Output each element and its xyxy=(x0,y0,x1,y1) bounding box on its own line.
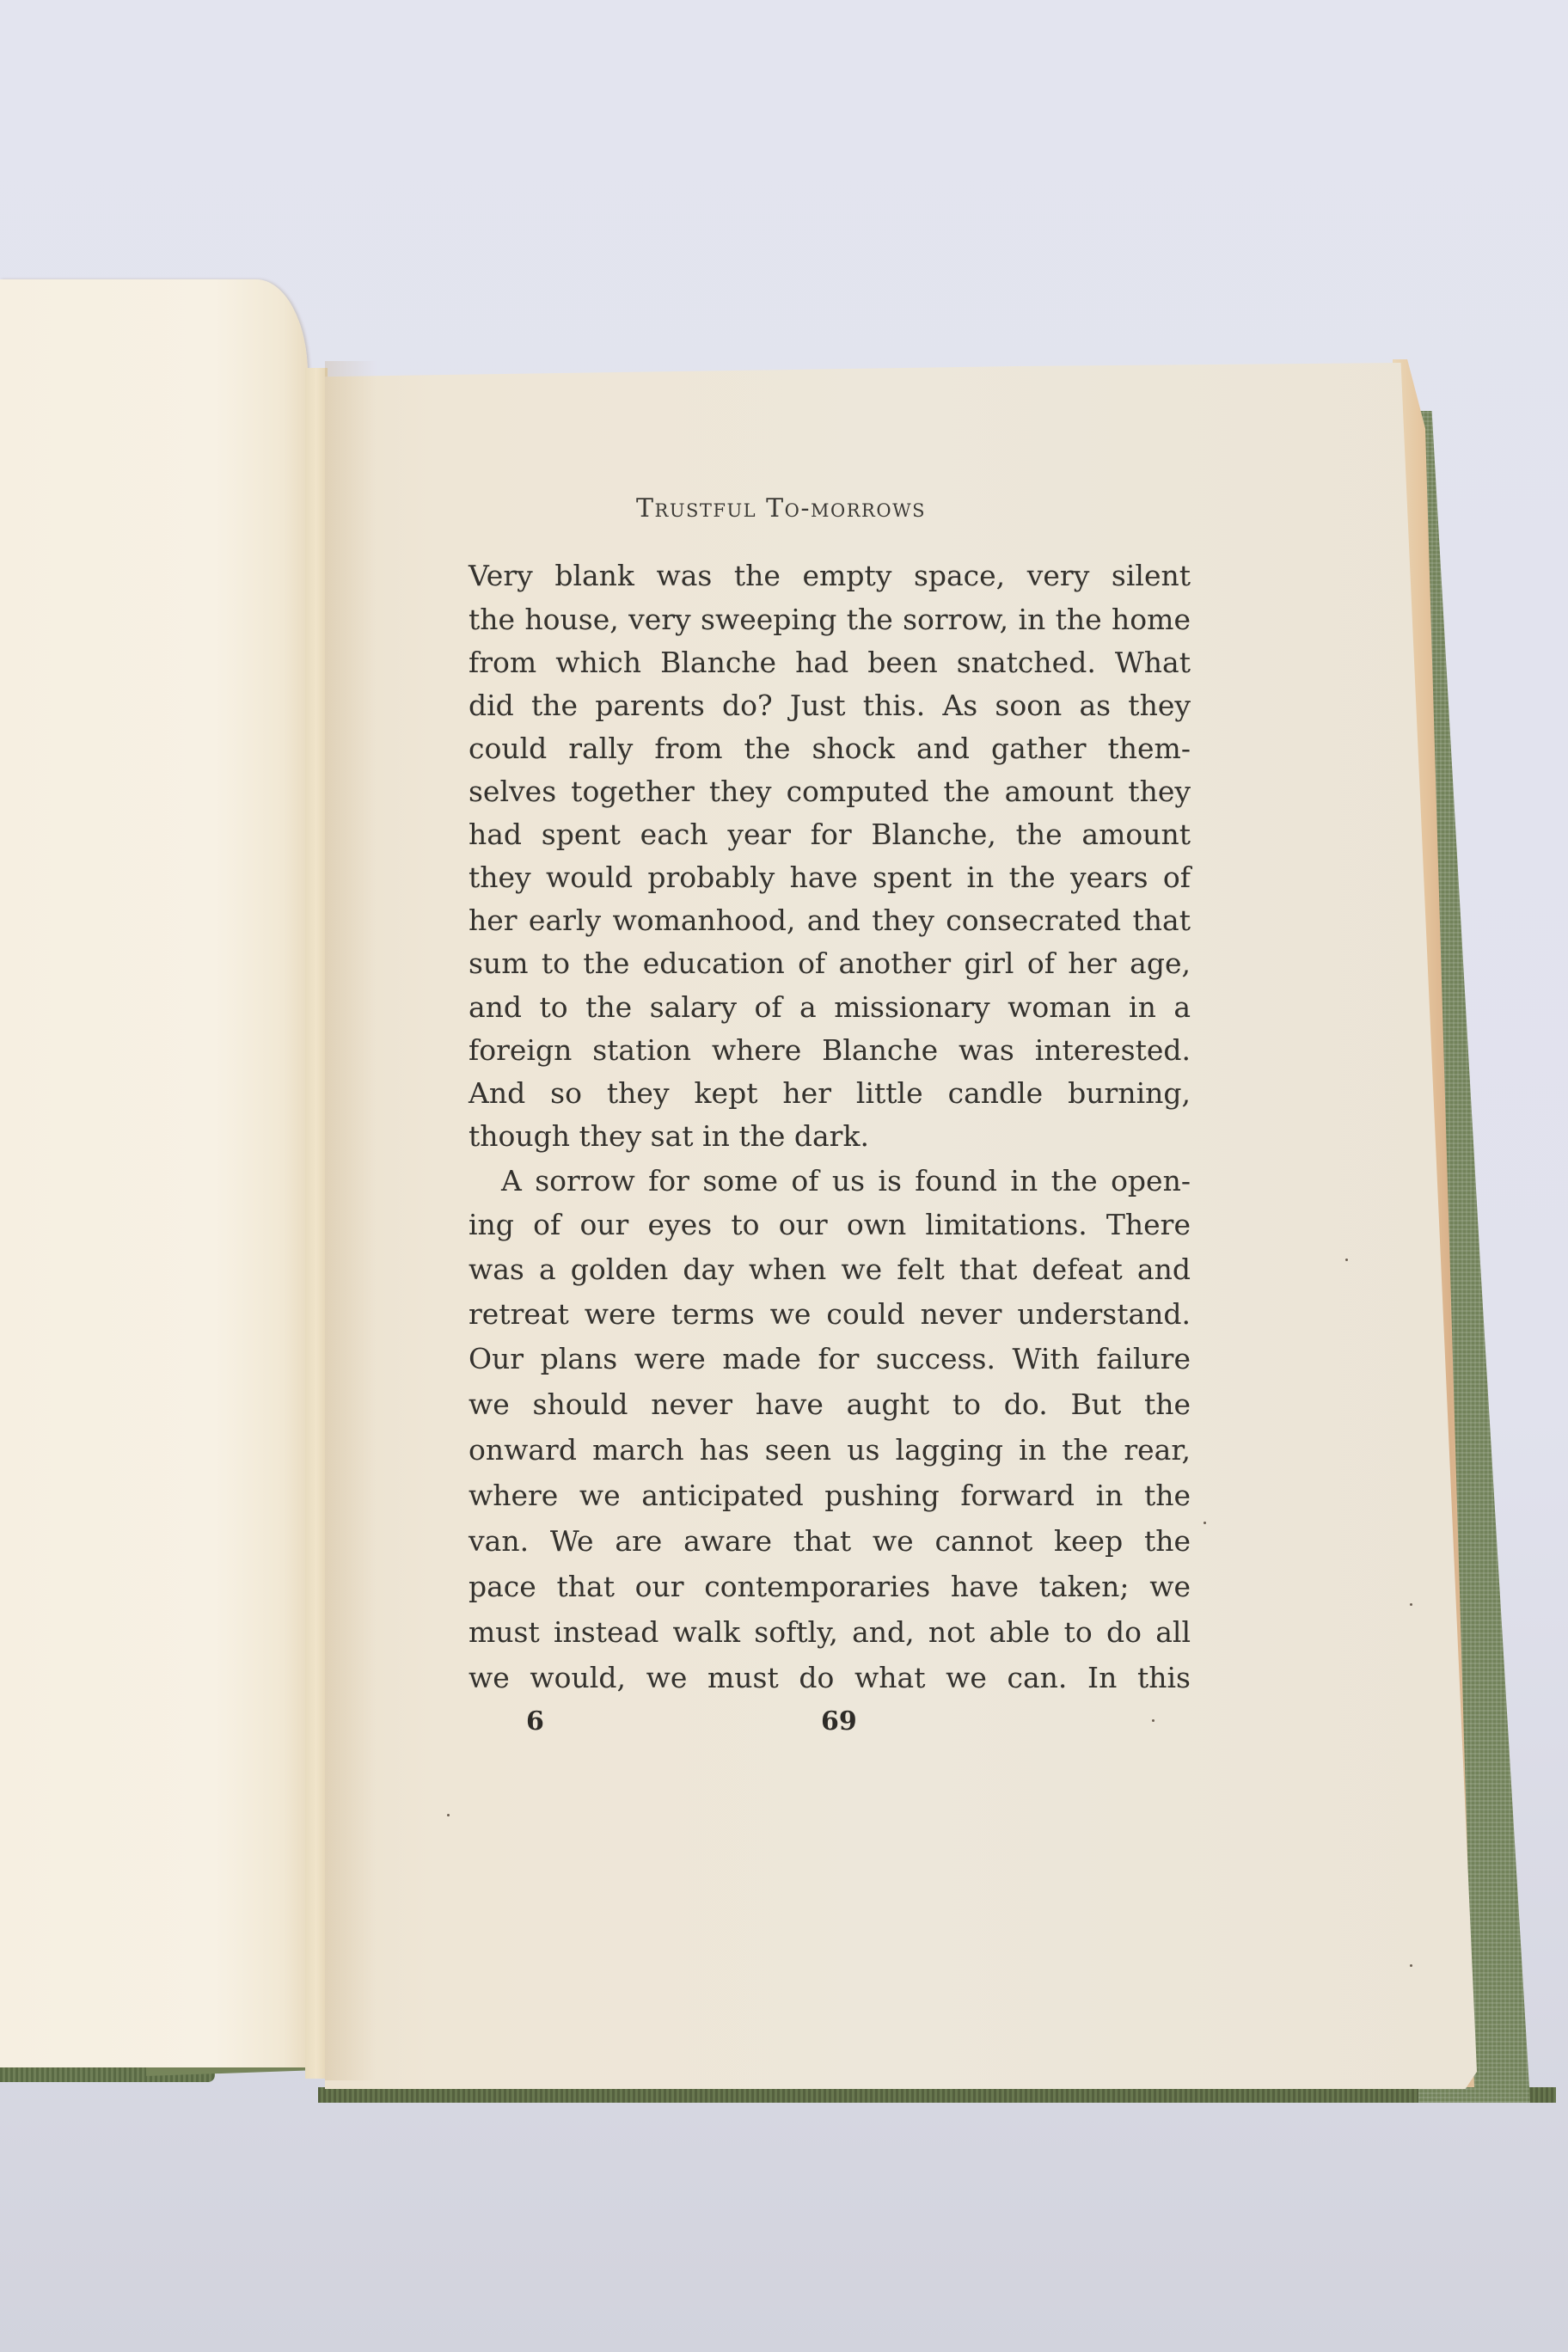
text-line: pace that our contemporaries have taken; we xyxy=(469,1570,1191,1603)
text-line: could rally from the shock and gather them- xyxy=(469,732,1191,765)
running-head: Trustful To-morrows xyxy=(636,493,927,524)
text-line: her early womanhood, and they consecrated that xyxy=(469,903,1191,937)
text-line: van. We are aware that we cannot keep the xyxy=(469,1524,1191,1558)
left-page-blank xyxy=(0,279,308,2067)
text-line-paragraph-end: though they sat in the dark. xyxy=(469,1119,869,1153)
text-line: selves together they computed the amount they xyxy=(469,775,1191,808)
text-line: was a golden day when we felt that defeat and xyxy=(469,1253,1191,1286)
text-line: ing of our eyes to our own limitations. There xyxy=(469,1208,1191,1241)
text-line: foreign station where Blanche was interested. xyxy=(469,1033,1191,1067)
text-line: from which Blanche had been snatched. What xyxy=(469,646,1191,679)
text-line: must instead walk softly, and, not able to do all xyxy=(469,1615,1191,1649)
paper-speck xyxy=(1410,1603,1412,1606)
text-line: we would, we must do what we can. In this xyxy=(469,1661,1191,1694)
text-line: Our plans were made for success. With failure xyxy=(469,1342,1191,1375)
text-line: had spent each year for Blanche, the amount xyxy=(469,818,1191,851)
page-number: 69 xyxy=(821,1706,857,1736)
text-line: where we anticipated pushing forward in the xyxy=(469,1479,1191,1512)
paper-speck xyxy=(1345,1259,1348,1261)
text-line: we should never have aught to do. But the xyxy=(469,1387,1191,1421)
text-line: And so they kept her little candle burning, xyxy=(469,1076,1191,1110)
paper-speck xyxy=(1410,1964,1412,1967)
text-line: Very blank was the empty space, very silent xyxy=(469,559,1191,592)
text-line: they would probably have spent in the years of xyxy=(469,861,1191,894)
paper-speck xyxy=(1152,1719,1155,1722)
gutter-shadow xyxy=(325,361,377,2080)
text-line: and to the salary of a missionary woman in a xyxy=(469,990,1191,1024)
text-line: retreat were terms we could never understand. xyxy=(469,1297,1191,1331)
text-line: did the parents do? Just this. As soon as they xyxy=(469,689,1191,722)
text-line: onward march has seen us lagging in the rear, xyxy=(469,1433,1191,1467)
right-cover-cloth-bottom xyxy=(318,2087,1556,2103)
text-line: the house, very sweeping the sorrow, in the home xyxy=(469,603,1191,636)
paper-speck xyxy=(447,1814,450,1816)
text-line-paragraph-start: A sorrow for some of us is found in the open- xyxy=(501,1164,1191,1197)
paper-speck xyxy=(1204,1522,1206,1524)
text-line: sum to the education of another girl of her age, xyxy=(469,946,1191,980)
signature-mark: 6 xyxy=(526,1706,544,1736)
